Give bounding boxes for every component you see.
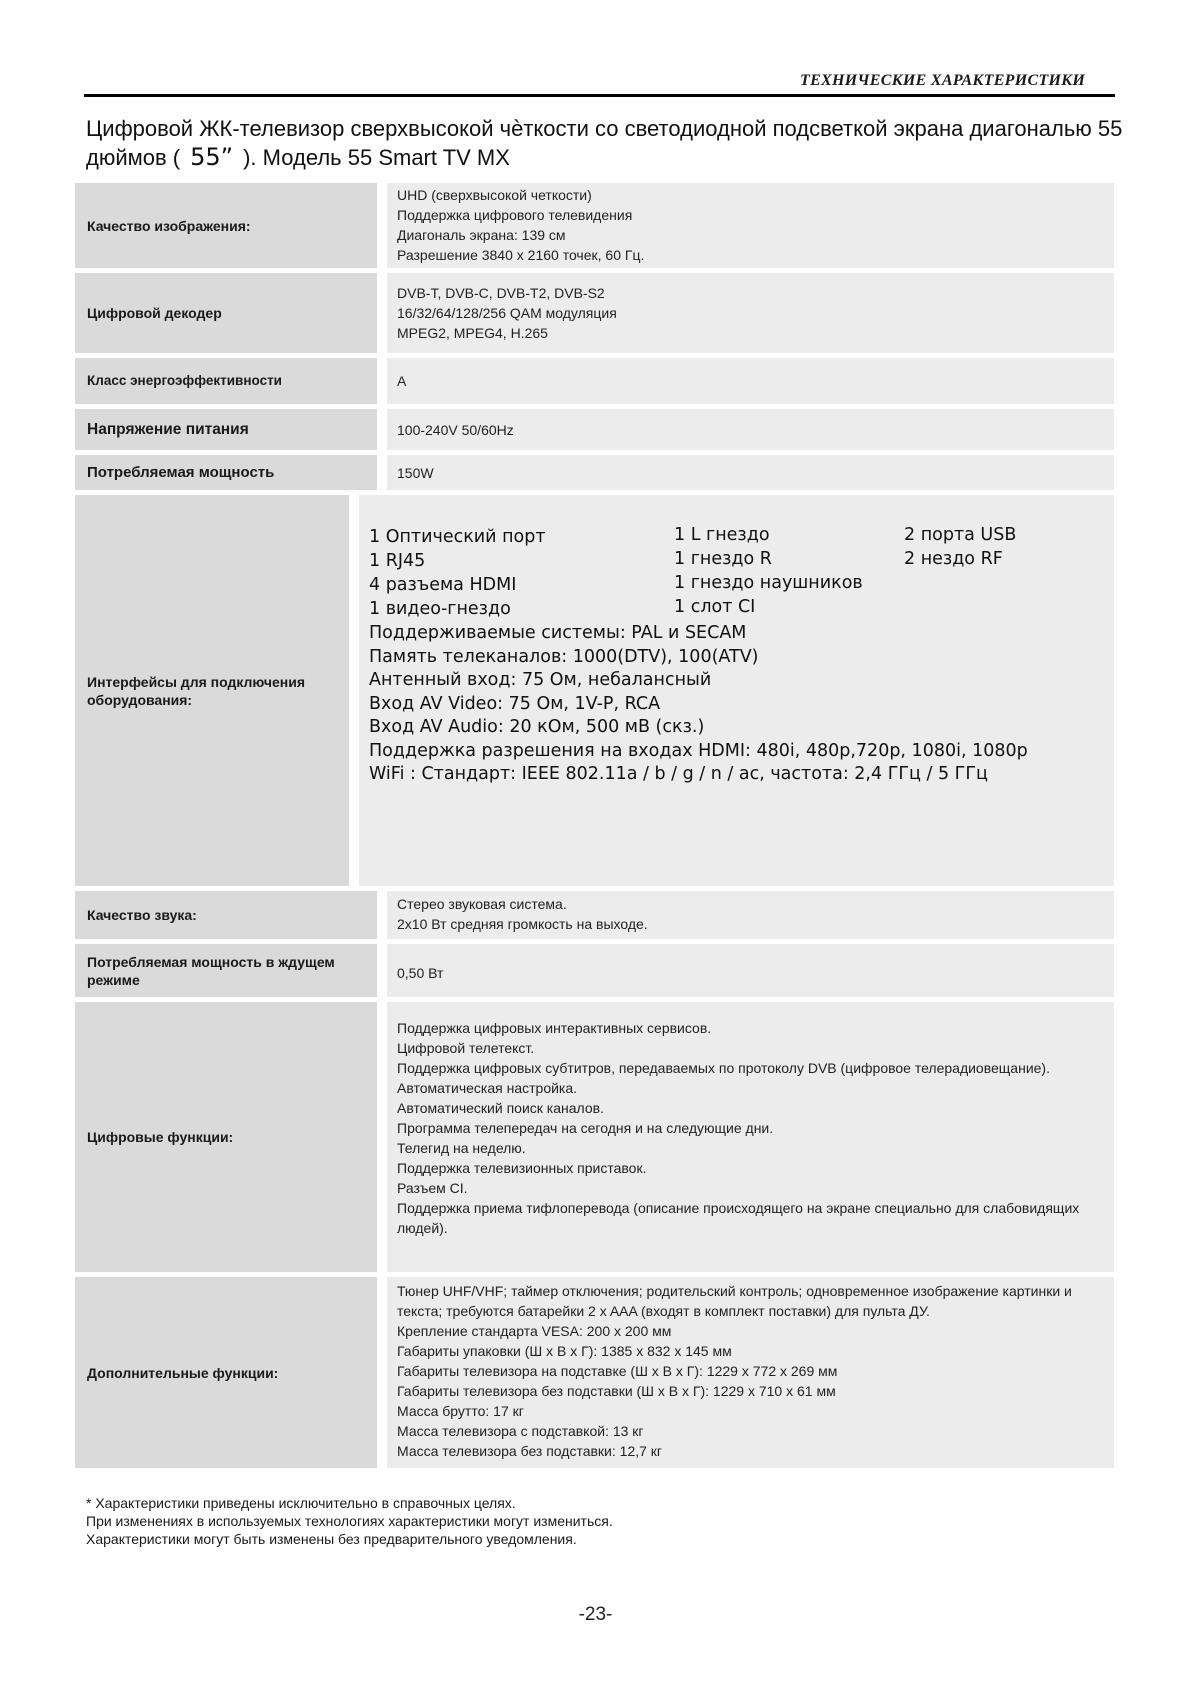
- spec-line: DVB-T, DVB-C, DVB-T2, DVB-S2: [397, 285, 605, 301]
- spec-value: A: [387, 358, 1114, 404]
- spec-line: Автоматическая настройка.: [397, 1080, 578, 1096]
- footnote: * Характеристики приведены исключительно в справочных целях.: [86, 1495, 516, 1511]
- spec-line: 16/32/64/128/256 QAM модуляция: [397, 305, 617, 321]
- spec-row-interfaces: [75, 495, 1114, 886]
- spec-label: Цифровые функции:: [75, 1002, 377, 1272]
- spec-line: MPEG2, MPEG4, H.265: [397, 325, 548, 341]
- spec-line: Поддержка цифровых субтитров, передаваемых по протоколу DVB (цифровое телерадиовещание).: [397, 1060, 1050, 1076]
- spec-line: Габариты упаковки (Ш x В x Г): 1385 x 832 x 145 мм: [397, 1343, 732, 1359]
- port-item: 1 гнездо R: [674, 549, 772, 569]
- spec-row-extra-functions: [75, 1277, 1114, 1468]
- port-column: [904, 523, 1104, 621]
- footnote: Характеристики могут быть изменены без предварительного уведомления.: [86, 1531, 577, 1547]
- document-title: [86, 114, 1146, 172]
- port-item: 1 L гнездо: [674, 525, 770, 545]
- spec-row-standby: [75, 944, 1114, 997]
- spec-label: Потребляемая мощность: [75, 455, 377, 490]
- footnote: При изменениях в используемых технологиях характеристики могут измениться.: [86, 1513, 613, 1529]
- page-number: -23-: [578, 1604, 613, 1625]
- spec-label: Напряжение питания: [75, 409, 377, 450]
- spec-line: Поддержка приема тифлоперевода (описание происходящего на экране специально для слабовидящих людей).: [397, 1200, 1080, 1236]
- spec-label: Цифровой декодер: [75, 273, 377, 353]
- spec-value: [387, 1277, 1114, 1468]
- spec-line: Стерео звуковая система.: [397, 896, 567, 912]
- port-grid: [369, 525, 1104, 621]
- spec-line: Разъем CI.: [397, 1180, 468, 1196]
- spec-line: Крепление стандарта VESA: 200 x 200 мм: [397, 1323, 672, 1339]
- spec-label: Класс энергоэффективности: [75, 358, 377, 404]
- spec-table: [75, 183, 1114, 1473]
- spec-line: UHD (сверхвысокой четкости): [397, 187, 592, 203]
- spec-value: [387, 1002, 1114, 1272]
- port-item: 2 нездо RF: [904, 549, 1003, 569]
- title-text-part2: ). Модель 55 Smart TV MX: [243, 145, 510, 170]
- spec-value: [359, 495, 1114, 886]
- spec-value: [387, 891, 1114, 939]
- spec-row-digital-functions: [75, 1002, 1114, 1272]
- spec-row-energy-class: [75, 358, 1114, 404]
- spec-label: Качество изображения:: [75, 183, 377, 268]
- header-divider: [84, 94, 1115, 97]
- spec-row-sound: [75, 891, 1114, 939]
- spec-line: Программа телепередач на сегодня и на следующие дни.: [397, 1120, 774, 1136]
- port-item: 1 слот CI: [674, 597, 756, 617]
- interface-details: [369, 622, 1104, 787]
- port-column: [369, 525, 674, 621]
- spec-line: Память телеканалов: 1000(DTV), 100(ATV): [369, 646, 759, 667]
- port-item: 1 видео-гнездо: [369, 599, 511, 619]
- spec-row-power: [75, 455, 1114, 490]
- spec-line: WiFi : Стандарт: IEEE 802.11a / b / g / n / ac, частота: 2,4 ГГц / 5 ГГц: [369, 764, 988, 784]
- spec-line: Поддержка цифрового телевидения: [397, 207, 633, 223]
- spec-line: Поддержка цифровых интерактивных сервисов.: [397, 1020, 712, 1036]
- spec-line: Цифровой телетекст.: [397, 1040, 535, 1056]
- spec-line: Габариты телевизора без подставки (Ш x В x Г): 1229 x 710 x 61 мм: [397, 1383, 836, 1399]
- spec-line: Телегид на неделю.: [397, 1140, 526, 1156]
- port-item: 1 Оптический порт: [369, 527, 546, 547]
- spec-line: Габариты телевизора на подставке (Ш x В x Г): 1229 x 772 x 269 мм: [397, 1363, 838, 1379]
- spec-line: Масса брутто: 17 кг: [397, 1403, 524, 1419]
- spec-row-voltage: [75, 409, 1114, 450]
- spec-label: Интерфейсы для подключения оборудования:: [75, 495, 349, 886]
- spec-line: Антенный вход: 75 Ом, небалансный: [369, 670, 712, 690]
- spec-line: 2x10 Вт средняя громкость на выходе.: [397, 916, 648, 932]
- spec-value: 100-240V 50/60Hz: [387, 409, 1114, 450]
- spec-line: Разрешение 3840 x 2160 точек, 60 Гц.: [397, 247, 645, 263]
- port-column: [674, 523, 904, 621]
- spec-line: Автоматический поиск каналов.: [397, 1100, 604, 1116]
- spec-label: Качество звука:: [75, 891, 377, 939]
- footnotes: [86, 1494, 613, 1548]
- port-item: 2 порта USB: [904, 525, 1017, 545]
- spec-line: Тюнер UHF/VHF; таймер отключения; родительский контроль; одновременное изображение картинки и текста; требуются батарейки 2 x AAA (входят в комплект поставки) для пульта ДУ.: [397, 1283, 1072, 1319]
- spec-row-image-quality: [75, 183, 1114, 268]
- spec-line: Поддерживаемые системы: PAL и SECAM: [369, 623, 747, 643]
- port-item: 1 гнездо наушников: [674, 573, 863, 593]
- spec-line: Поддержка телевизионных приставок.: [397, 1160, 647, 1176]
- title-size: 55”: [190, 143, 234, 171]
- spec-value: [387, 273, 1114, 353]
- spec-line: Вход AV Audio: 20 кОм, 500 мВ (скз.): [369, 717, 705, 737]
- port-item: 4 разъема HDMI: [369, 575, 517, 595]
- spec-label: Дополнительные функции:: [75, 1277, 377, 1468]
- spec-value: 150W: [387, 455, 1114, 490]
- spec-line: Масса телевизора без подставки: 12,7 кг: [397, 1443, 663, 1459]
- spec-line: Вход AV Video: 75 Ом, 1V-P, RCA: [369, 693, 661, 714]
- spec-value: [387, 183, 1114, 268]
- spec-row-decoder: [75, 273, 1114, 353]
- title-text-part1: Цифровой ЖК-телевизор сверхвысокой чѐткости со светодиодной подсветкой экрана диагональю 55 дюймов (: [86, 116, 1123, 170]
- spec-line: Масса телевизора с подставкой: 13 кг: [397, 1423, 644, 1439]
- spec-value: 0,50 Вт: [387, 944, 1114, 997]
- port-item: 1 RJ45: [369, 551, 426, 571]
- section-header: ТЕХНИЧЕСКИЕ ХАРАКТЕРИСТИКИ: [800, 72, 1086, 89]
- spec-line: Поддержка разрешения на входах HDMI: 480i, 480p,720p, 1080i, 1080p: [369, 740, 1028, 761]
- spec-line: Диагональ экрана: 139 см: [397, 227, 566, 243]
- spec-label: Потребляемая мощность в ждущем режиме: [75, 944, 377, 997]
